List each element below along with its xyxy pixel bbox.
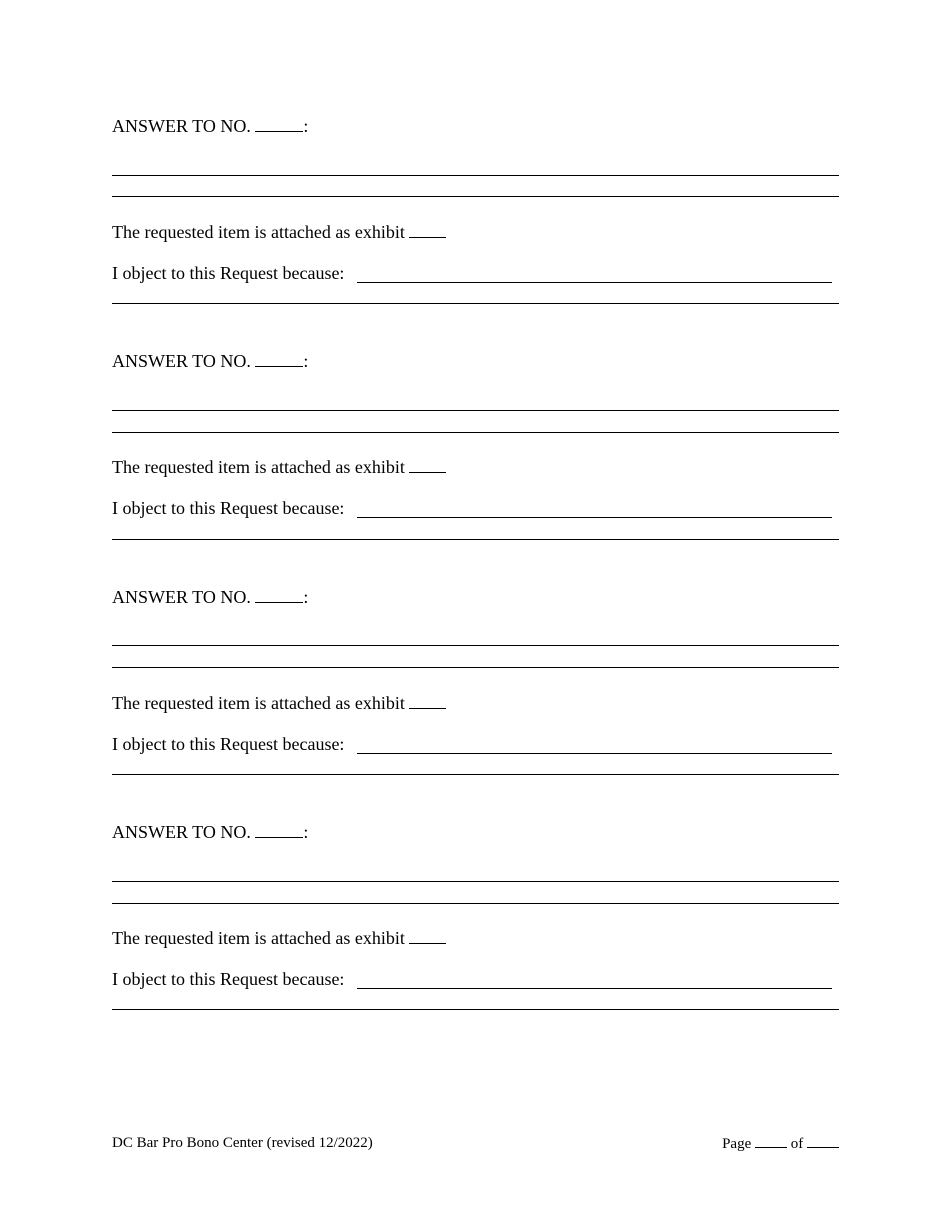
objection-line-2[interactable] — [112, 774, 839, 775]
request-number-blank[interactable] — [255, 820, 303, 838]
exhibit-text: The requested item is attached as exhibit — [112, 928, 405, 948]
answer-label: ANSWER TO NO. — [112, 822, 251, 842]
objection-line-inline[interactable] — [357, 753, 832, 754]
exhibit-statement — [112, 220, 446, 243]
answer-section — [112, 112, 839, 312]
answer-heading — [112, 585, 308, 608]
exhibit-text: The requested item is attached as exhibit — [112, 457, 405, 477]
answer-section — [112, 347, 839, 547]
objection-text: I object to this Request because: — [112, 498, 345, 518]
request-number-blank[interactable] — [255, 585, 303, 603]
objection-line-2[interactable] — [112, 303, 839, 304]
footer-organization: DC Bar Pro Bono Center (revised 12/2022) — [112, 1135, 373, 1151]
answer-label: ANSWER TO NO. — [112, 116, 251, 136]
answer-heading — [112, 820, 308, 843]
exhibit-text: The requested item is attached as exhibit — [112, 222, 405, 242]
objection-text: I object to this Request because: — [112, 969, 345, 989]
objection-line-inline[interactable] — [357, 517, 832, 518]
objection-line-inline[interactable] — [357, 988, 832, 989]
footer-page-number — [722, 1133, 839, 1154]
exhibit-number-blank[interactable] — [409, 220, 446, 238]
answer-section — [112, 818, 839, 1018]
answer-line-1[interactable] — [112, 645, 839, 646]
objection-statement — [112, 733, 344, 755]
answer-line-1[interactable] — [112, 881, 839, 882]
of-label: of — [790, 1136, 804, 1152]
answer-suffix: : — [303, 587, 309, 607]
objection-text: I object to this Request because: — [112, 263, 345, 283]
answer-line-1[interactable] — [112, 410, 839, 411]
objection-statement — [112, 497, 344, 519]
answer-label: ANSWER TO NO. — [112, 351, 251, 371]
request-number-blank[interactable] — [255, 114, 303, 132]
exhibit-number-blank[interactable] — [409, 926, 446, 944]
exhibit-statement — [112, 455, 446, 478]
objection-text: I object to this Request because: — [112, 734, 345, 754]
answer-line-2[interactable] — [112, 196, 839, 197]
answer-heading — [112, 349, 308, 372]
exhibit-statement — [112, 926, 446, 949]
answer-heading — [112, 114, 308, 137]
objection-statement — [112, 968, 344, 990]
answer-line-2[interactable] — [112, 432, 839, 433]
page-total-blank[interactable] — [807, 1133, 839, 1148]
objection-line-2[interactable] — [112, 1009, 839, 1010]
answer-line-1[interactable] — [112, 175, 839, 176]
objection-statement — [112, 262, 344, 284]
answer-suffix: : — [303, 822, 309, 842]
answer-section — [112, 583, 839, 783]
request-number-blank[interactable] — [255, 349, 303, 367]
answer-line-2[interactable] — [112, 667, 839, 668]
exhibit-number-blank[interactable] — [409, 455, 446, 473]
answer-suffix: : — [303, 351, 309, 371]
answer-line-2[interactable] — [112, 903, 839, 904]
page-number-blank[interactable] — [755, 1133, 787, 1148]
exhibit-statement — [112, 691, 446, 714]
objection-line-2[interactable] — [112, 539, 839, 540]
page-label: Page — [722, 1136, 752, 1152]
exhibit-number-blank[interactable] — [409, 691, 446, 709]
exhibit-text: The requested item is attached as exhibit — [112, 693, 405, 713]
answer-label: ANSWER TO NO. — [112, 587, 251, 607]
objection-line-inline[interactable] — [357, 282, 832, 283]
answer-suffix: : — [303, 116, 309, 136]
